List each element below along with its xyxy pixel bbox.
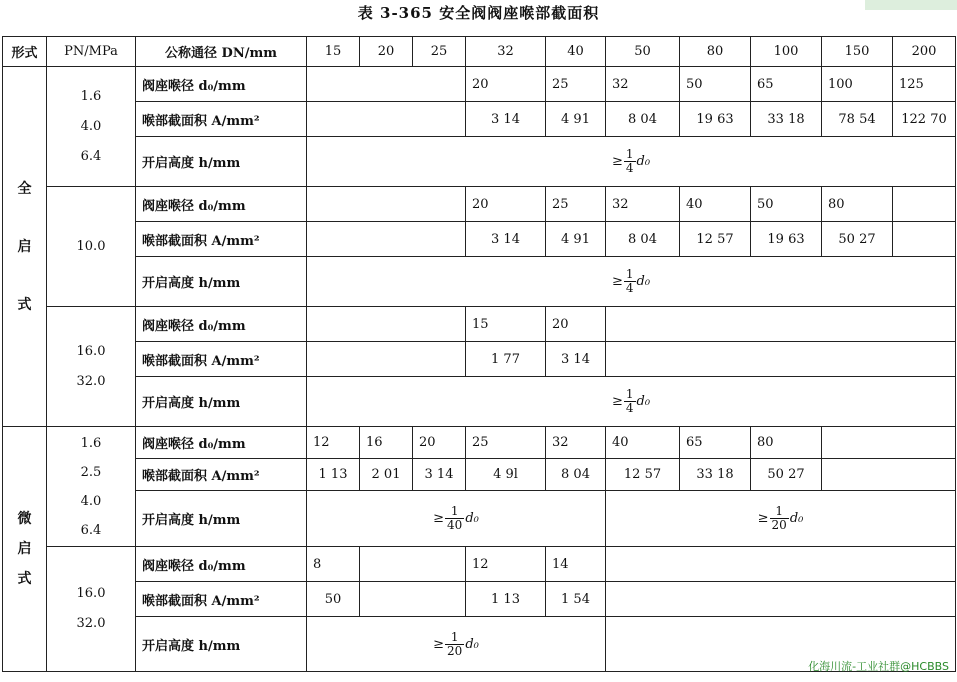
table-row	[3, 257, 956, 307]
cell: 2 01	[360, 459, 413, 491]
ge-sign: ≥	[433, 511, 445, 526]
cell: 50 27	[822, 222, 893, 257]
cell: 8 04	[606, 222, 680, 257]
label-lift: 开启高度 h/mm	[136, 257, 307, 307]
cell: 14	[546, 547, 606, 582]
cell: 8	[307, 547, 360, 582]
cell: 1 77	[466, 342, 546, 377]
cell: 100	[822, 67, 893, 102]
header-row	[3, 37, 956, 67]
table-row	[3, 67, 956, 102]
lift-formula	[606, 491, 956, 547]
dn-150: 150	[822, 37, 893, 67]
fraction	[624, 388, 636, 415]
cell: 12 57	[680, 222, 751, 257]
lift-formula	[307, 491, 606, 547]
cell: 33 18	[680, 459, 751, 491]
pn-cell: 10.0	[47, 187, 136, 307]
fraction	[624, 148, 636, 175]
label-seat: 阀座喉径 d₀/mm	[136, 67, 307, 102]
dn-50: 50	[606, 37, 680, 67]
fraction-den: 4	[625, 281, 634, 295]
dn-200: 200	[893, 37, 956, 67]
table-row	[3, 102, 956, 137]
cell: 12	[466, 547, 546, 582]
ge-sign: ≥	[757, 511, 769, 526]
label-area: 喉部截面积 A/mm²	[136, 102, 307, 137]
cell: 32	[606, 187, 680, 222]
dn-25: 25	[413, 37, 466, 67]
cell: 25	[546, 187, 606, 222]
lift-formula	[307, 137, 956, 187]
cell: 1 13	[307, 459, 360, 491]
dn-32: 32	[466, 37, 546, 67]
cell: 32	[606, 67, 680, 102]
label-area: 喉部截面积 A/mm²	[136, 582, 307, 617]
cell: 65	[680, 427, 751, 459]
table-row	[3, 459, 956, 491]
dn-20: 20	[360, 37, 413, 67]
cell: 20	[466, 187, 546, 222]
table-row	[3, 187, 956, 222]
table-row	[3, 342, 956, 377]
fraction-den: 4	[625, 401, 634, 415]
lift-formula	[307, 377, 956, 427]
ge-sign: ≥	[433, 636, 445, 652]
cell: 20	[546, 307, 606, 342]
cell: 15	[466, 307, 546, 342]
cell: 25	[466, 427, 546, 459]
dn-80: 80	[680, 37, 751, 67]
cell: 3 14	[466, 222, 546, 257]
cell: 3 14	[546, 342, 606, 377]
cell: 19 63	[680, 102, 751, 137]
cell: 8 04	[606, 102, 680, 137]
label-lift: 开启高度 h/mm	[136, 491, 307, 547]
cell: 40	[606, 427, 680, 459]
ge-sign: ≥	[611, 274, 623, 289]
fraction-den: 20	[771, 518, 787, 532]
header-dn: 公称通径 DN/mm	[136, 37, 307, 67]
cell: 32	[546, 427, 606, 459]
fraction-num: 1	[625, 147, 634, 161]
label-lift: 开启高度 h/mm	[136, 617, 307, 672]
label-lift: 开启高度 h/mm	[136, 137, 307, 187]
cell: 78 54	[822, 102, 893, 137]
d0-symbol: d₀	[465, 511, 479, 526]
table-row	[3, 377, 956, 427]
fraction-num: 1	[770, 505, 789, 519]
label-area: 喉部截面积 A/mm²	[136, 459, 307, 491]
cell: 33 18	[751, 102, 822, 137]
cell: 40	[680, 187, 751, 222]
cell: 4 9l	[466, 459, 546, 491]
data-table	[2, 36, 956, 672]
fraction-den: 4	[625, 161, 634, 175]
form-full-lift: 全 启 式	[3, 67, 47, 427]
ge-sign: ≥	[611, 394, 623, 409]
fraction-den: 40	[447, 518, 463, 532]
table-row	[3, 307, 956, 342]
lift-formula	[307, 617, 606, 672]
label-seat: 阀座喉径 d₀/mm	[136, 547, 307, 582]
form-micro-lift: 微 启 式	[3, 427, 47, 672]
cell: 1 54	[546, 582, 606, 617]
table-title: 表 3-365 安全阀阀座喉部截面积	[357, 4, 600, 22]
fraction	[445, 505, 464, 532]
header-pn: PN/MPa	[47, 37, 136, 67]
cell: 50 27	[751, 459, 822, 491]
corner-tag	[865, 0, 957, 10]
table-row	[3, 222, 956, 257]
cell: 4 91	[546, 222, 606, 257]
label-seat: 阀座喉径 d₀/mm	[136, 307, 307, 342]
d0-symbol: d₀	[636, 394, 651, 409]
cell: 19 63	[751, 222, 822, 257]
table-row	[3, 547, 956, 582]
cell: 12 57	[606, 459, 680, 491]
watermark: 化海川流-工业社群@HCBBS	[808, 660, 949, 673]
cell: 8 04	[546, 459, 606, 491]
fraction-num: 1	[625, 387, 634, 401]
label-area: 喉部截面积 A/mm²	[136, 222, 307, 257]
fraction-num: 1	[445, 505, 464, 519]
table-row	[3, 137, 956, 187]
dn-15: 15	[307, 37, 360, 67]
cell: 122 70	[893, 102, 956, 137]
table-row	[3, 491, 956, 547]
cell: 20	[466, 67, 546, 102]
cell: 1 13	[466, 582, 546, 617]
pn-cell: 1.6 4.0 6.4	[47, 67, 136, 187]
fraction	[445, 631, 464, 658]
cell: 16	[360, 427, 413, 459]
d0-symbol: d₀	[789, 511, 804, 526]
cell: 80	[822, 187, 893, 222]
label-seat: 阀座喉径 d₀/mm	[136, 187, 307, 222]
dn-40: 40	[546, 37, 606, 67]
ge-sign: ≥	[611, 154, 623, 169]
dn-100: 100	[751, 37, 822, 67]
cell: 50	[751, 187, 822, 222]
fraction-num: 1	[445, 631, 464, 645]
cell: 3 14	[413, 459, 466, 491]
cell: 12	[307, 427, 360, 459]
label-seat: 阀座喉径 d₀/mm	[136, 427, 307, 459]
pn-cell: 1.6 2.5 4.0 6.4	[47, 427, 136, 547]
d0-symbol: d₀	[636, 154, 651, 169]
cell: 3 14	[466, 102, 546, 137]
d0-symbol: d₀	[636, 274, 651, 289]
d0-symbol: d₀	[465, 636, 479, 652]
cell: 20	[413, 427, 466, 459]
cell: 50	[680, 67, 751, 102]
table-row	[3, 582, 956, 617]
table-row	[3, 427, 956, 459]
cell: 4 91	[546, 102, 606, 137]
pn-cell: 16.0 32.0	[47, 547, 136, 672]
fraction	[770, 505, 789, 532]
header-form: 形式	[3, 37, 47, 67]
fraction-num: 1	[625, 267, 634, 281]
label-area: 喉部截面积 A/mm²	[136, 342, 307, 377]
cell: 125	[893, 67, 956, 102]
label-lift: 开启高度 h/mm	[136, 377, 307, 427]
cell: 50	[307, 582, 360, 617]
pn-cell: 16.0 32.0	[47, 307, 136, 427]
fraction	[624, 268, 636, 295]
fraction-den: 20	[447, 643, 463, 658]
lift-formula	[307, 257, 956, 307]
cell: 65	[751, 67, 822, 102]
cell: 80	[751, 427, 822, 459]
cell: 25	[546, 67, 606, 102]
